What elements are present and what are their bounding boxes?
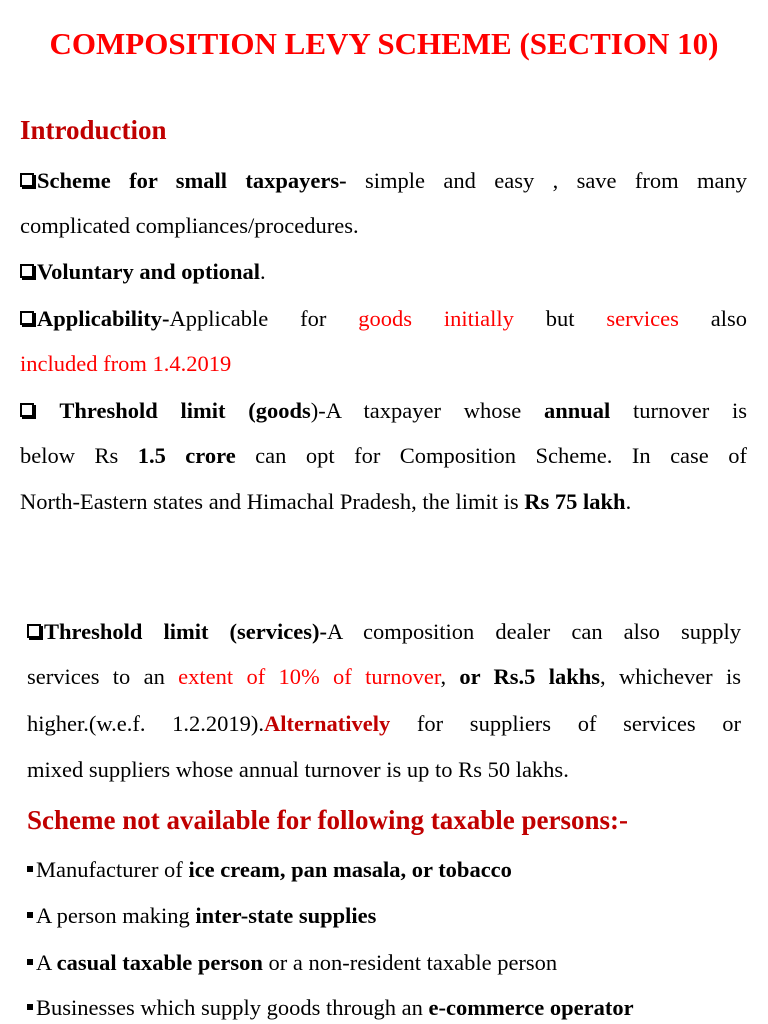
checkbox-bullet-icon — [20, 264, 34, 278]
intro-point-4-line-1: Threshold limit (goods)-A taxpayer whose annual turnover is — [20, 396, 747, 426]
checkbox-bullet-icon — [20, 311, 34, 325]
goods-initially: goods initially — [358, 306, 514, 331]
services-line-2: services to an extent of 10% of turnover, or Rs.5 lakhs, whichever is — [27, 664, 741, 689]
checkbox-bullet-icon — [20, 173, 34, 187]
list-item: Businesses which supply goods through an e-commerce operator — [27, 993, 634, 1023]
square-bullet-icon — [27, 1004, 33, 1010]
square-bullet-icon — [27, 912, 33, 918]
intro-point-1-line-2: complicated compliances/procedures. — [20, 213, 359, 238]
intro-point-4-line-3: North-Eastern states and Himachal Pradesh, the limit is Rs 75 lakh. — [20, 489, 632, 514]
list-item: Manufacturer of ice cream, pan masala, or tobacco — [27, 855, 512, 885]
scheme-for-small-taxpayers: Scheme for small taxpayers- — [37, 168, 347, 193]
services-highlight: services — [606, 306, 679, 331]
services-line-4: mixed suppliers whose annual turnover is up to Rs 50 lakhs. — [27, 757, 569, 782]
intro-point-3-line-1: Applicability-Applicable for goods initially but services also — [20, 304, 747, 334]
included-from-date: included from 1.4.2019 — [20, 351, 232, 376]
extent-of-turnover: extent of 10% of turnover — [178, 664, 441, 689]
checkbox-bullet-icon — [20, 403, 34, 417]
intro-point-4-line-2: below Rs 1.5 crore can opt for Composition Scheme. In case of — [20, 443, 748, 468]
services-line-3: higher.(w.e.f. 1.2.2019).Alternatively for suppliers of services or — [27, 711, 741, 736]
intro-point-1-line-1: Scheme for small taxpayers- simple and easy , save from many — [20, 166, 747, 196]
services-line-1: Threshold limit (services)-A composition dealer can also supply — [27, 617, 741, 647]
square-bullet-icon — [27, 959, 33, 965]
list-item: A person making inter-state supplies — [27, 901, 376, 931]
intro-point-2: Voluntary and optional. — [20, 257, 266, 287]
checkbox-bullet-icon — [27, 624, 41, 638]
page-title: COMPOSITION LEVY SCHEME (SECTION 10) — [49, 26, 719, 61]
alternatively: Alternatively — [264, 711, 391, 736]
list-item: A casual taxable person or a non-resident taxable person — [27, 948, 557, 978]
introduction-heading: Introduction — [20, 115, 167, 145]
scheme-not-available-heading: Scheme not available for following taxable persons:- — [27, 805, 628, 835]
square-bullet-icon — [27, 866, 33, 872]
